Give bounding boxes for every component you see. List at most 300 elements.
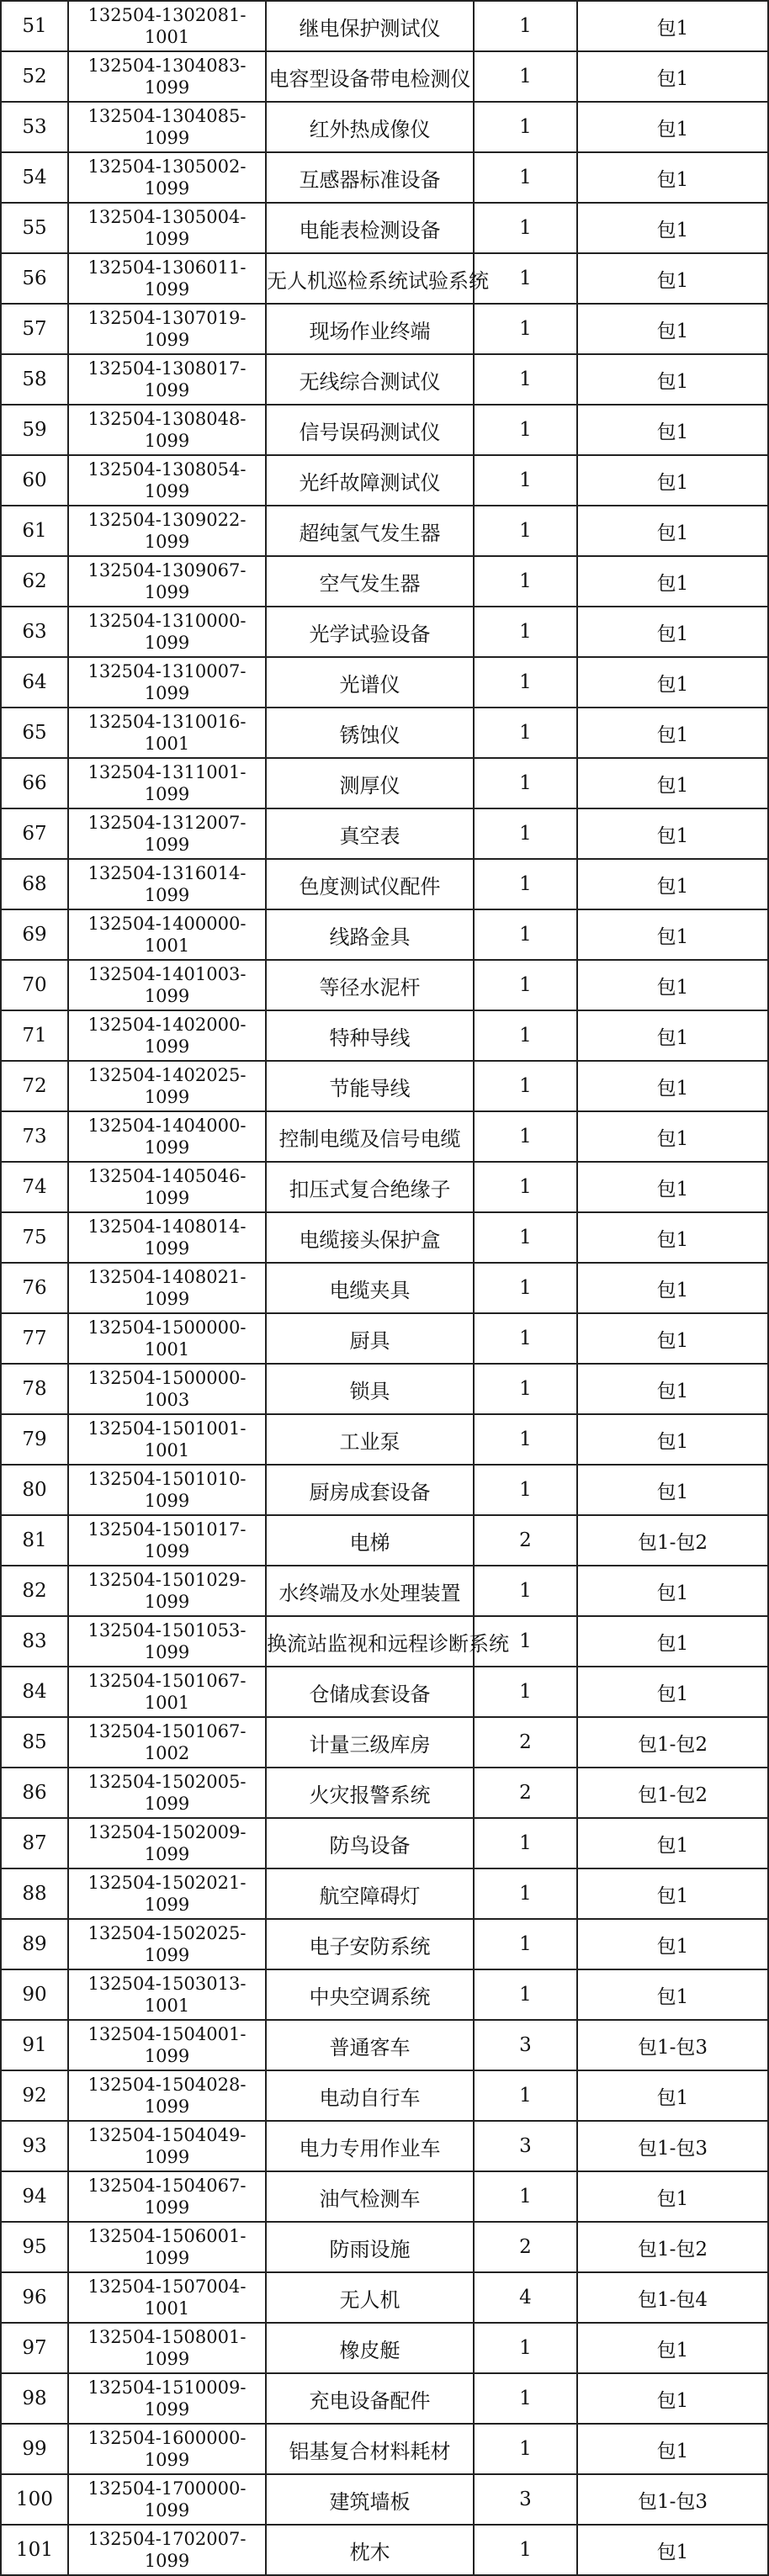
material-code-line2: 1099 xyxy=(144,178,190,199)
item-name: 电容型设备带电检测仪 xyxy=(266,51,474,102)
row-index: 83 xyxy=(1,1616,68,1667)
material-code-line1: 132504-1501017- xyxy=(88,1519,247,1540)
item-name: 光纤故障测试仪 xyxy=(266,455,474,506)
item-name: 线路金具 xyxy=(266,909,474,960)
item-name: 电缆夹具 xyxy=(266,1263,474,1313)
material-code xyxy=(68,354,266,405)
material-code xyxy=(68,1768,266,1818)
table-row xyxy=(1,1111,768,1162)
table-row xyxy=(1,808,768,859)
package-count: 1 xyxy=(474,2070,577,2121)
material-code xyxy=(68,808,266,859)
package-range: 包1 xyxy=(577,1566,768,1616)
material-code-line1: 132504-1305002- xyxy=(88,156,247,177)
item-name: 测厚仪 xyxy=(266,758,474,808)
material-code-line1: 132504-1400000- xyxy=(88,914,247,934)
material-code-line2: 1002 xyxy=(144,1743,190,1763)
package-count: 1 xyxy=(474,304,577,354)
material-code xyxy=(68,1919,266,1969)
material-code-line1: 132504-1404000- xyxy=(88,1116,247,1136)
row-index: 58 xyxy=(1,354,68,405)
table-row xyxy=(1,1717,768,1768)
row-index: 78 xyxy=(1,1364,68,1414)
package-range: 包1 xyxy=(577,2070,768,2121)
material-code xyxy=(68,708,266,758)
table-row xyxy=(1,1162,768,1212)
material-code-line2: 1099 xyxy=(144,2500,190,2520)
material-code-line1: 132504-1307019- xyxy=(88,308,247,328)
row-index: 66 xyxy=(1,758,68,808)
material-code-line2: 1099 xyxy=(144,532,190,552)
material-code-line1: 132504-1309067- xyxy=(88,560,247,580)
package-range: 包1 xyxy=(577,506,768,556)
material-code xyxy=(68,1566,266,1616)
package-count: 3 xyxy=(474,2474,577,2525)
row-index: 56 xyxy=(1,253,68,304)
material-code-line2: 1099 xyxy=(144,128,190,148)
material-code-line1: 132504-1702007- xyxy=(88,2529,247,2549)
row-index: 90 xyxy=(1,1969,68,2020)
material-code-line2: 1099 xyxy=(144,330,190,350)
material-code-line1: 132504-1310016- xyxy=(88,712,247,732)
table-row xyxy=(1,1,768,51)
row-index: 70 xyxy=(1,960,68,1010)
package-range: 包1 xyxy=(577,960,768,1010)
package-count: 1 xyxy=(474,455,577,506)
table-row xyxy=(1,1010,768,1061)
material-code-line2: 1099 xyxy=(144,1642,190,1662)
material-code-line2: 1099 xyxy=(144,633,190,653)
package-range: 包1 xyxy=(577,708,768,758)
row-index: 96 xyxy=(1,2272,68,2323)
table-row xyxy=(1,1919,768,1969)
row-index: 64 xyxy=(1,657,68,708)
item-name: 扣压式复合绝缘子 xyxy=(266,1162,474,1212)
package-count: 1 xyxy=(474,1162,577,1212)
item-name: 充电设备配件 xyxy=(266,2373,474,2424)
row-index: 75 xyxy=(1,1212,68,1263)
package-count: 2 xyxy=(474,1768,577,1818)
material-code-line1: 132504-1309022- xyxy=(88,510,247,530)
material-code-line2: 1099 xyxy=(144,2046,190,2066)
material-code-line1: 132504-1402000- xyxy=(88,1015,247,1035)
material-code xyxy=(68,2121,266,2171)
row-index: 69 xyxy=(1,909,68,960)
package-count: 1 xyxy=(474,1868,577,1919)
package-count: 1 xyxy=(474,1,577,51)
material-code-line1: 132504-1405046- xyxy=(88,1166,247,1186)
material-code-line2: 1099 xyxy=(144,77,190,98)
table-row xyxy=(1,1868,768,1919)
material-code-line2: 1099 xyxy=(144,2349,190,2369)
item-name: 无人机巡检系统试验系统 xyxy=(266,253,474,304)
item-name: 锁具 xyxy=(266,1364,474,1414)
package-range: 包1 xyxy=(577,859,768,909)
row-index: 74 xyxy=(1,1162,68,1212)
material-code xyxy=(68,1364,266,1414)
material-code-line1: 132504-1506001- xyxy=(88,2226,247,2246)
row-index: 92 xyxy=(1,2070,68,2121)
material-code-line1: 132504-1304083- xyxy=(88,56,247,76)
material-code-line2: 1003 xyxy=(144,1390,190,1410)
table-row xyxy=(1,354,768,405)
package-count: 1 xyxy=(474,1263,577,1313)
material-code xyxy=(68,203,266,253)
package-range: 包1 xyxy=(577,1667,768,1717)
material-code xyxy=(68,1212,266,1263)
material-code-line1: 132504-1502021- xyxy=(88,1873,247,1893)
package-range: 包1 xyxy=(577,152,768,203)
material-code xyxy=(68,1465,266,1515)
item-name: 电动自行车 xyxy=(266,2070,474,2121)
package-count: 1 xyxy=(474,203,577,253)
material-code-line2: 1099 xyxy=(144,1592,190,1612)
row-index: 85 xyxy=(1,1717,68,1768)
item-name: 仓储成套设备 xyxy=(266,1667,474,1717)
table-row xyxy=(1,859,768,909)
table-row xyxy=(1,1414,768,1465)
material-code xyxy=(68,607,266,657)
row-index: 57 xyxy=(1,304,68,354)
package-range: 包1 xyxy=(577,657,768,708)
package-count: 1 xyxy=(474,1616,577,1667)
material-code-line1: 132504-1600000- xyxy=(88,2428,247,2448)
item-name: 换流站监视和远程诊断系统 xyxy=(266,1616,474,1667)
item-name: 互感器标准设备 xyxy=(266,152,474,203)
material-code-line2: 1001 xyxy=(144,27,190,47)
package-count: 1 xyxy=(474,1818,577,1868)
row-index: 72 xyxy=(1,1061,68,1111)
table-row xyxy=(1,2222,768,2272)
table-row xyxy=(1,2525,768,2575)
item-name: 锈蚀仪 xyxy=(266,708,474,758)
row-index: 51 xyxy=(1,1,68,51)
item-name: 电梯 xyxy=(266,1515,474,1566)
table-row xyxy=(1,1061,768,1111)
material-code-line2: 1099 xyxy=(144,1087,190,1107)
item-name: 橡皮艇 xyxy=(266,2323,474,2373)
material-code-line2: 1099 xyxy=(144,1945,190,1965)
material-code xyxy=(68,1313,266,1364)
package-count: 1 xyxy=(474,152,577,203)
table-row xyxy=(1,708,768,758)
item-name: 航空障碍灯 xyxy=(266,1868,474,1919)
item-name: 防鸟设备 xyxy=(266,1818,474,1868)
table-row xyxy=(1,405,768,455)
package-range: 包1-包2 xyxy=(577,1515,768,1566)
material-code xyxy=(68,51,266,102)
item-name: 光谱仪 xyxy=(266,657,474,708)
item-name: 无线综合测试仪 xyxy=(266,354,474,405)
row-index: 52 xyxy=(1,51,68,102)
item-name: 油气检测车 xyxy=(266,2171,474,2222)
table-row xyxy=(1,102,768,152)
row-index: 100 xyxy=(1,2474,68,2525)
table-row xyxy=(1,1969,768,2020)
material-code xyxy=(68,1969,266,2020)
package-count: 1 xyxy=(474,1566,577,1616)
material-code xyxy=(68,2474,266,2525)
package-range: 包1 xyxy=(577,1061,768,1111)
material-code-line2: 1099 xyxy=(144,1491,190,1511)
material-code xyxy=(68,2070,266,2121)
table-row xyxy=(1,1212,768,1263)
material-code xyxy=(68,2323,266,2373)
item-name: 信号误码测试仪 xyxy=(266,405,474,455)
material-code-line1: 132504-1502009- xyxy=(88,1822,247,1842)
package-count: 1 xyxy=(474,506,577,556)
material-code xyxy=(68,1010,266,1061)
item-name: 工业泵 xyxy=(266,1414,474,1465)
material-code-line1: 132504-1408021- xyxy=(88,1267,247,1287)
package-count: 1 xyxy=(474,556,577,607)
material-code-line1: 132504-1305004- xyxy=(88,207,247,227)
item-name: 超纯氢气发生器 xyxy=(266,506,474,556)
package-count: 1 xyxy=(474,657,577,708)
material-code-line2: 1099 xyxy=(144,1188,190,1208)
material-code xyxy=(68,1616,266,1667)
material-code-line1: 132504-1504028- xyxy=(88,2075,247,2095)
package-range: 包1 xyxy=(577,1969,768,2020)
material-code-line2: 1099 xyxy=(144,582,190,602)
item-name: 控制电缆及信号电缆 xyxy=(266,1111,474,1162)
item-name: 无人机 xyxy=(266,2272,474,2323)
table-row xyxy=(1,1364,768,1414)
row-index: 62 xyxy=(1,556,68,607)
row-index: 91 xyxy=(1,2020,68,2070)
row-index: 84 xyxy=(1,1667,68,1717)
item-name: 厨具 xyxy=(266,1313,474,1364)
material-code-line1: 132504-1311001- xyxy=(88,762,247,782)
item-name: 色度测试仪配件 xyxy=(266,859,474,909)
material-code xyxy=(68,2525,266,2575)
material-code xyxy=(68,1111,266,1162)
material-code-line2: 1099 xyxy=(144,481,190,501)
package-range: 包1 xyxy=(577,354,768,405)
package-count: 1 xyxy=(474,909,577,960)
material-code-line2: 1001 xyxy=(144,1339,190,1360)
material-code-line1: 132504-1316014- xyxy=(88,863,247,883)
package-count: 4 xyxy=(474,2272,577,2323)
table-row xyxy=(1,2020,768,2070)
material-code-line1: 132504-1501010- xyxy=(88,1469,247,1489)
material-code xyxy=(68,1414,266,1465)
table-row xyxy=(1,1566,768,1616)
row-index: 101 xyxy=(1,2525,68,2575)
package-count: 1 xyxy=(474,607,577,657)
item-name: 空气发生器 xyxy=(266,556,474,607)
material-code xyxy=(68,1868,266,1919)
material-code-line1: 132504-1500000- xyxy=(88,1368,247,1388)
package-count: 1 xyxy=(474,2323,577,2373)
row-index: 55 xyxy=(1,203,68,253)
package-range: 包1 xyxy=(577,2525,768,2575)
material-code-line1: 132504-1304085- xyxy=(88,106,247,126)
material-code-line2: 1099 xyxy=(144,1844,190,1864)
package-range: 包1 xyxy=(577,2171,768,2222)
material-code-line2: 1099 xyxy=(144,683,190,703)
material-code-line2: 1099 xyxy=(144,2197,190,2218)
package-range: 包1 xyxy=(577,1364,768,1414)
table-row xyxy=(1,253,768,304)
material-code-line2: 1099 xyxy=(144,1289,190,1309)
row-index: 94 xyxy=(1,2171,68,2222)
material-code xyxy=(68,1818,266,1868)
row-index: 99 xyxy=(1,2424,68,2474)
material-code-line1: 132504-1310007- xyxy=(88,661,247,681)
package-count: 1 xyxy=(474,354,577,405)
package-count: 1 xyxy=(474,1061,577,1111)
material-code-line1: 132504-1308048- xyxy=(88,409,247,429)
material-code xyxy=(68,253,266,304)
material-code-line1: 132504-1508001- xyxy=(88,2327,247,2347)
table-row xyxy=(1,1818,768,1868)
table-row xyxy=(1,758,768,808)
material-code-line2: 1099 xyxy=(144,2399,190,2420)
package-count: 1 xyxy=(474,1414,577,1465)
item-name: 红外热成像仪 xyxy=(266,102,474,152)
package-count: 1 xyxy=(474,253,577,304)
package-count: 1 xyxy=(474,2424,577,2474)
package-range: 包1-包2 xyxy=(577,1768,768,1818)
material-code xyxy=(68,556,266,607)
package-count: 1 xyxy=(474,808,577,859)
material-code-line2: 1099 xyxy=(144,1036,190,1057)
package-range: 包1 xyxy=(577,203,768,253)
table-row xyxy=(1,1515,768,1566)
table-row xyxy=(1,1313,768,1364)
row-index: 71 xyxy=(1,1010,68,1061)
package-count: 3 xyxy=(474,2020,577,2070)
material-code-line1: 132504-1700000- xyxy=(88,2478,247,2499)
package-count: 1 xyxy=(474,405,577,455)
package-count: 1 xyxy=(474,102,577,152)
row-index: 61 xyxy=(1,506,68,556)
table-row xyxy=(1,1768,768,1818)
material-code xyxy=(68,1,266,51)
table-row xyxy=(1,2070,768,2121)
package-count: 1 xyxy=(474,1364,577,1414)
package-count: 1 xyxy=(474,708,577,758)
package-range: 包1 xyxy=(577,2373,768,2424)
material-code xyxy=(68,1667,266,1717)
item-name: 厨房成套设备 xyxy=(266,1465,474,1515)
material-code-line1: 132504-1504049- xyxy=(88,2125,247,2145)
material-code-line2: 1099 xyxy=(144,380,190,400)
material-code xyxy=(68,102,266,152)
package-range: 包1-包2 xyxy=(577,1717,768,1768)
table-row xyxy=(1,556,768,607)
row-index: 54 xyxy=(1,152,68,203)
material-code-line1: 132504-1504067- xyxy=(88,2176,247,2196)
table-row xyxy=(1,2272,768,2323)
package-range: 包1 xyxy=(577,51,768,102)
material-code-line2: 1099 xyxy=(144,2551,190,2571)
table-row xyxy=(1,2424,768,2474)
package-range: 包1 xyxy=(577,455,768,506)
package-count: 1 xyxy=(474,1313,577,1364)
package-range: 包1 xyxy=(577,1919,768,1969)
material-code-line2: 1099 xyxy=(144,1541,190,1561)
item-name: 特种导线 xyxy=(266,1010,474,1061)
table-row xyxy=(1,203,768,253)
material-code xyxy=(68,2373,266,2424)
row-index: 77 xyxy=(1,1313,68,1364)
package-count: 1 xyxy=(474,1919,577,1969)
package-range: 包1 xyxy=(577,1465,768,1515)
material-code-line1: 132504-1503013- xyxy=(88,1974,247,1994)
material-code-line2: 1001 xyxy=(144,1693,190,1713)
material-code-line2: 1099 xyxy=(144,1238,190,1259)
item-name: 光学试验设备 xyxy=(266,607,474,657)
item-name: 防雨设施 xyxy=(266,2222,474,2272)
package-count: 1 xyxy=(474,2525,577,2575)
material-code-line1: 132504-1507004- xyxy=(88,2277,247,2297)
package-count: 1 xyxy=(474,2373,577,2424)
package-count: 1 xyxy=(474,758,577,808)
material-code-line2: 1099 xyxy=(144,885,190,905)
material-code-line1: 132504-1501029- xyxy=(88,1570,247,1590)
material-code-line2: 1099 xyxy=(144,1794,190,1814)
material-code-line1: 132504-1302081- xyxy=(88,5,247,25)
material-code-line2: 1001 xyxy=(144,1440,190,1460)
material-code-line1: 132504-1504001- xyxy=(88,2024,247,2044)
package-count: 3 xyxy=(474,2121,577,2171)
package-range: 包1 xyxy=(577,1414,768,1465)
package-range: 包1 xyxy=(577,102,768,152)
item-name: 电能表检测设备 xyxy=(266,203,474,253)
row-index: 93 xyxy=(1,2121,68,2171)
material-code xyxy=(68,657,266,708)
material-code-line2: 1099 xyxy=(144,2147,190,2167)
item-name: 电缆接头保护盒 xyxy=(266,1212,474,1263)
material-code-line1: 132504-1408014- xyxy=(88,1216,247,1237)
package-range: 包1 xyxy=(577,2323,768,2373)
package-range: 包1 xyxy=(577,2424,768,2474)
table-row xyxy=(1,51,768,102)
material-code-line1: 132504-1402025- xyxy=(88,1065,247,1085)
table-row xyxy=(1,2474,768,2525)
material-code-line1: 132504-1501053- xyxy=(88,1620,247,1640)
table-row xyxy=(1,1263,768,1313)
package-range: 包1-包2 xyxy=(577,2222,768,2272)
item-name: 电子安防系统 xyxy=(266,1919,474,1969)
package-range: 包1 xyxy=(577,1,768,51)
package-count: 1 xyxy=(474,1465,577,1515)
material-code xyxy=(68,758,266,808)
item-name: 铝基复合材料耗材 xyxy=(266,2424,474,2474)
table-row xyxy=(1,2171,768,2222)
material-code-line2: 1099 xyxy=(144,2450,190,2470)
package-range: 包1 xyxy=(577,1263,768,1313)
material-code-line2: 1099 xyxy=(144,2248,190,2268)
material-code xyxy=(68,455,266,506)
material-code-line2: 1099 xyxy=(144,229,190,249)
row-index: 98 xyxy=(1,2373,68,2424)
material-code xyxy=(68,960,266,1010)
package-range: 包1-包3 xyxy=(577,2020,768,2070)
package-range: 包1 xyxy=(577,607,768,657)
package-range: 包1 xyxy=(577,1313,768,1364)
table-row xyxy=(1,607,768,657)
material-code xyxy=(68,1717,266,1768)
material-code-line1: 132504-1501067- xyxy=(88,1721,247,1741)
material-code-line2: 1001 xyxy=(144,1996,190,2016)
package-range: 包1-包3 xyxy=(577,2474,768,2525)
material-code-line1: 132504-1500000- xyxy=(88,1317,247,1338)
material-code xyxy=(68,1515,266,1566)
row-index: 67 xyxy=(1,808,68,859)
